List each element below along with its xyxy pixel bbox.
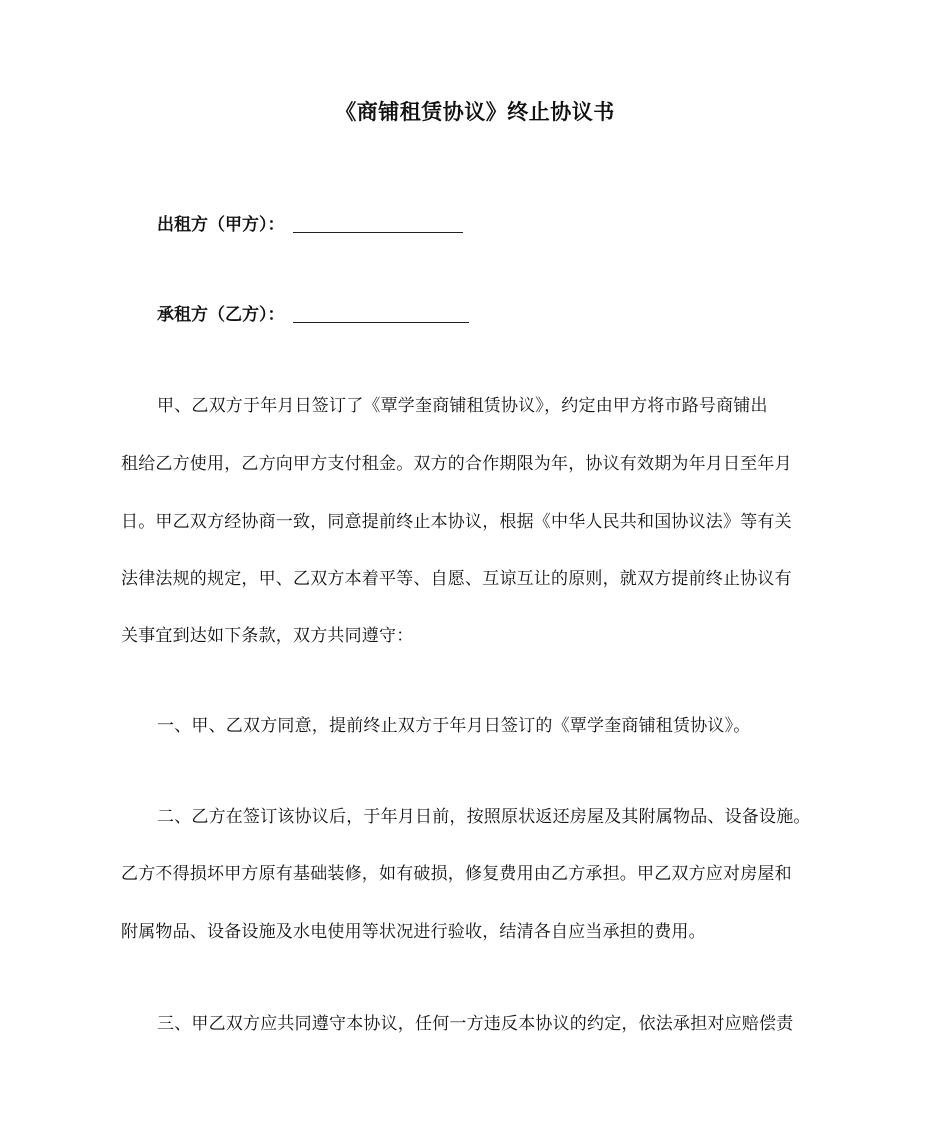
lessee-blank-line [293, 321, 469, 323]
lessor-blank-line [293, 231, 463, 233]
lessee-label: 承租方（乙方）： [157, 305, 285, 325]
intro-line: 租给乙方使用，乙方向甲方支付租金。双方的合作期限为年，协议有效期为年月日至年月 [121, 454, 792, 474]
lessor-field [157, 210, 463, 235]
clause-2-line: 乙方不得损坏甲方原有基础装修，如有破损，修复费用由乙方承担。甲乙双方应对房屋和 [121, 864, 792, 884]
intro-line: 日。甲乙双方经协商一致，同意提前终止本协议，根据《中华人民共和国协议法》等有关 [121, 512, 792, 532]
intro-line: 法律法规的规定，甲、乙双方本着平等、自愿、互谅互让的原则，就双方提前终止协议有 [121, 569, 792, 589]
clause-2-line: 二、乙方在签订该协议后，于年月日前，按照原状返还房屋及其附属物品、设备设施。 [157, 807, 811, 827]
clause-2-line: 附属物品、设备设施及水电使用等状况进行验收，结清各自应当承担的费用。 [121, 922, 706, 942]
lessor-label: 出租方（甲方）： [157, 215, 285, 235]
document-title: 《商铺租赁协议》终止协议书 [335, 100, 615, 124]
intro-line: 关事宜到达如下条款，双方共同遵守： [121, 626, 414, 646]
lessee-field [157, 300, 469, 325]
clause-3-line: 三、甲乙双方应共同遵守本协议，任何一方违反本协议的约定，依法承担对应赔偿责 [157, 1014, 794, 1034]
intro-line: 甲、乙双方于年月日签订了《覃学奎商铺租赁协议》，约定由甲方将市路号商铺出 [157, 396, 768, 416]
clause-1-line: 一、甲、乙双方同意，提前终止双方于年月日签订的《覃学奎商铺租赁协议》。 [157, 716, 751, 736]
